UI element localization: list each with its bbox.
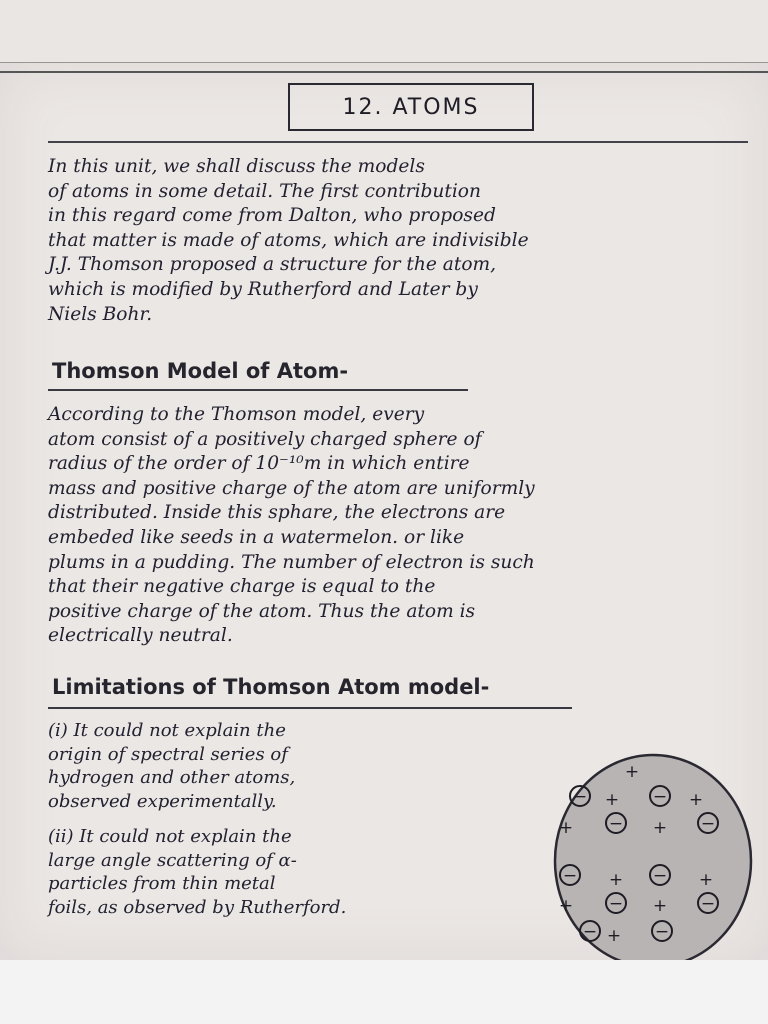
notebook-page xyxy=(0,62,768,961)
limitation-item-2: (ii) It could not explain the large angle scattering of α- particles from thin metal foils, as observed by Rutherford. xyxy=(48,826,347,918)
electron-mark: − xyxy=(562,866,578,886)
page-title: 12. ATOMS xyxy=(288,83,534,131)
electron-mark: − xyxy=(654,922,670,942)
positive-charge-mark: + xyxy=(688,790,704,810)
positive-charge-mark: + xyxy=(652,818,668,838)
positive-charge-mark: + xyxy=(606,926,622,946)
electron-mark: − xyxy=(652,787,668,807)
electron-mark: − xyxy=(652,866,668,886)
thomson-paragraph: According to the Thomson model, every atom consist of a positively charged sphere of radius of the order of 10⁻¹⁰m in which entire mass and positive charge of the atom are uniformly distributed. Inside this sphare, the electrons are embeded like seeds in a watermelon. or like plums in a pudding. The number of electron is such that their negative charge is equal to the positive charge of the atom. Thus the atom is electrically neutral. xyxy=(48,404,535,647)
positive-charge-mark: + xyxy=(558,818,574,838)
top-rule xyxy=(0,71,768,73)
thomson-heading: Thomson Model of Atom- xyxy=(52,359,349,383)
intro-paragraph: In this unit, we shall discuss the models of atoms in some detail. The first contribution in this regard come from Dalton, who proposed that matter is made of atoms, which are indivisible J.J. Thomson proposed a structure for the atom, which is modified by Rutherford and Later by Niels Bohr. xyxy=(48,156,529,325)
positive-charge-mark: + xyxy=(558,896,574,916)
limitations-heading: Limitations of Thomson Atom model- xyxy=(52,675,490,699)
limitations-heading-underline xyxy=(48,707,572,709)
electron-mark: − xyxy=(608,814,624,834)
title-underline-rule xyxy=(48,141,748,143)
positive-charge-mark: + xyxy=(698,870,714,890)
electron-mark: − xyxy=(572,787,588,807)
bottom-margin xyxy=(0,960,768,1024)
limitation-item-1: (i) It could not explain the origin of spectral series of hydrogen and other atoms, observed experimentally. xyxy=(48,720,296,812)
electron-mark: − xyxy=(608,894,624,914)
thomson-atom-diagram xyxy=(548,743,758,973)
electron-mark: − xyxy=(582,922,598,942)
electron-mark: − xyxy=(700,814,716,834)
electron-mark: − xyxy=(700,894,716,914)
thomson-heading-underline xyxy=(48,389,468,391)
positive-charge-mark: + xyxy=(624,762,640,782)
positive-charge-mark: + xyxy=(604,790,620,810)
positive-charge-mark: + xyxy=(652,896,668,916)
positive-charge-mark: + xyxy=(608,870,624,890)
